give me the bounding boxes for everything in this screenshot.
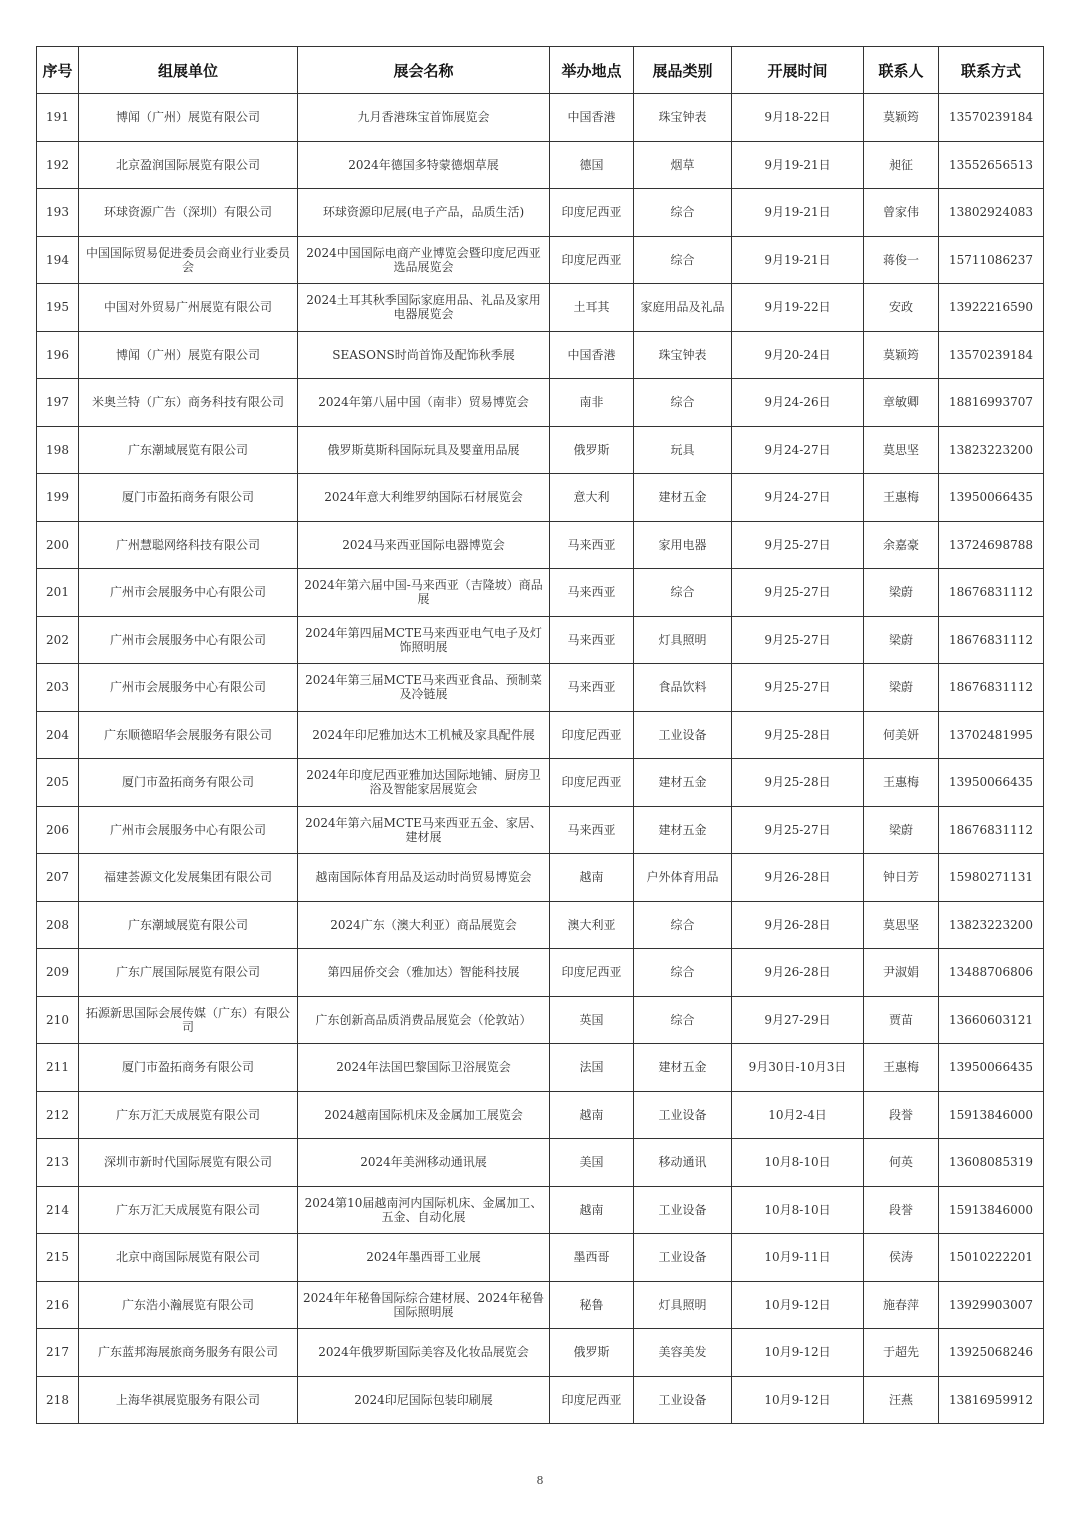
cell-exhibition-name: 2024马来西亚国际电器博览会 xyxy=(298,521,550,569)
cell-organizer: 北京盈润国际展览有限公司 xyxy=(79,141,298,189)
cell-organizer: 博闻（广州）展览有限公司 xyxy=(79,331,298,379)
cell-organizer: 米奥兰特（广东）商务科技有限公司 xyxy=(79,379,298,427)
cell-organizer: 中国国际贸易促进委员会商业行业委员会 xyxy=(79,236,298,284)
cell-date: 10月9-12日 xyxy=(732,1329,864,1377)
table-row xyxy=(37,759,1044,807)
cell-contact-person: 王惠梅 xyxy=(864,1044,939,1092)
cell-date: 9月24-26日 xyxy=(732,379,864,427)
cell-organizer: 广东广展国际展览有限公司 xyxy=(79,949,298,997)
cell-exhibition-name: 2024年俄罗斯国际美容及化妆品展览会 xyxy=(298,1329,550,1377)
cell-date: 9月25-27日 xyxy=(732,616,864,664)
table-row xyxy=(37,236,1044,284)
table-row xyxy=(37,1044,1044,1092)
cell-category: 灯具照明 xyxy=(634,1281,732,1329)
cell-date: 9月25-27日 xyxy=(732,569,864,617)
cell-contact-phone: 13802924083 xyxy=(939,189,1044,237)
cell-venue: 越南 xyxy=(550,1091,634,1139)
cell-category: 工业设备 xyxy=(634,1234,732,1282)
cell-contact-person: 莫颖筠 xyxy=(864,94,939,142)
cell-contact-person: 昶征 xyxy=(864,141,939,189)
cell-exhibition-name: 2024年第三届MCTE马来西亚食品、预制菜及冷链展 xyxy=(298,664,550,712)
cell-category: 工业设备 xyxy=(634,1091,732,1139)
cell-category: 移动通讯 xyxy=(634,1139,732,1187)
cell-organizer: 广州市会展服务中心有限公司 xyxy=(79,569,298,617)
cell-contact-person: 段誉 xyxy=(864,1186,939,1234)
cell-contact-phone: 13702481995 xyxy=(939,711,1044,759)
cell-exhibition-name: 2024年法国巴黎国际卫浴展览会 xyxy=(298,1044,550,1092)
cell-exhibition-name: 2024年第六届MCTE马来西亚五金、家居、建材展 xyxy=(298,806,550,854)
cell-venue: 意大利 xyxy=(550,474,634,522)
cell-serial-number: 191 xyxy=(37,94,79,142)
cell-serial-number: 193 xyxy=(37,189,79,237)
cell-category: 综合 xyxy=(634,379,732,427)
column-header-contact-phone: 联系方式 xyxy=(939,47,1044,94)
table-row xyxy=(37,379,1044,427)
cell-contact-phone: 13570239184 xyxy=(939,94,1044,142)
cell-organizer: 上海华祺展览服务有限公司 xyxy=(79,1376,298,1424)
table-row xyxy=(37,711,1044,759)
table-row xyxy=(37,1281,1044,1329)
cell-contact-phone: 13922216590 xyxy=(939,284,1044,332)
cell-date: 9月25-28日 xyxy=(732,711,864,759)
cell-venue: 澳大利亚 xyxy=(550,901,634,949)
cell-contact-phone: 13950066435 xyxy=(939,1044,1044,1092)
cell-date: 10月9-11日 xyxy=(732,1234,864,1282)
cell-contact-person: 段誉 xyxy=(864,1091,939,1139)
cell-contact-person: 于超先 xyxy=(864,1329,939,1377)
cell-organizer: 环球资源广告（深圳）有限公司 xyxy=(79,189,298,237)
cell-venue: 俄罗斯 xyxy=(550,426,634,474)
cell-contact-phone: 13823223200 xyxy=(939,901,1044,949)
cell-contact-person: 王惠梅 xyxy=(864,759,939,807)
cell-contact-phone: 13552656513 xyxy=(939,141,1044,189)
cell-date: 9月25-27日 xyxy=(732,806,864,854)
cell-exhibition-name: 2024年德国多特蒙德烟草展 xyxy=(298,141,550,189)
cell-contact-phone: 15980271131 xyxy=(939,854,1044,902)
column-header-organizer: 组展单位 xyxy=(79,47,298,94)
cell-category: 综合 xyxy=(634,901,732,949)
table-row xyxy=(37,521,1044,569)
cell-contact-person: 何美妍 xyxy=(864,711,939,759)
cell-serial-number: 206 xyxy=(37,806,79,854)
cell-category: 建材五金 xyxy=(634,806,732,854)
cell-contact-phone: 13929903007 xyxy=(939,1281,1044,1329)
cell-contact-person: 尹淑娟 xyxy=(864,949,939,997)
table-row xyxy=(37,474,1044,522)
cell-serial-number: 215 xyxy=(37,1234,79,1282)
cell-venue: 印度尼西亚 xyxy=(550,711,634,759)
cell-serial-number: 194 xyxy=(37,236,79,284)
cell-exhibition-name: 越南国际体育用品及运动时尚贸易博览会 xyxy=(298,854,550,902)
table-row xyxy=(37,1234,1044,1282)
cell-exhibition-name: 2024年美洲移动通讯展 xyxy=(298,1139,550,1187)
cell-contact-person: 施春萍 xyxy=(864,1281,939,1329)
cell-contact-phone: 13660603121 xyxy=(939,996,1044,1044)
cell-exhibition-name: 2024越南国际机床及金属加工展览会 xyxy=(298,1091,550,1139)
cell-contact-person: 安政 xyxy=(864,284,939,332)
cell-venue: 俄罗斯 xyxy=(550,1329,634,1377)
cell-serial-number: 211 xyxy=(37,1044,79,1092)
cell-contact-phone: 13823223200 xyxy=(939,426,1044,474)
cell-contact-person: 王惠梅 xyxy=(864,474,939,522)
cell-contact-person: 曾家伟 xyxy=(864,189,939,237)
cell-venue: 中国香港 xyxy=(550,331,634,379)
cell-venue: 印度尼西亚 xyxy=(550,236,634,284)
cell-exhibition-name: 2024土耳其秋季国际家庭用品、礼品及家用电器展览会 xyxy=(298,284,550,332)
exhibition-schedule-table xyxy=(36,46,1044,1424)
cell-organizer: 广东潮域展览有限公司 xyxy=(79,901,298,949)
cell-date: 9月26-28日 xyxy=(732,854,864,902)
cell-serial-number: 200 xyxy=(37,521,79,569)
cell-contact-phone: 18676831112 xyxy=(939,569,1044,617)
cell-exhibition-name: 2024印尼国际包装印刷展 xyxy=(298,1376,550,1424)
cell-exhibition-name: 2024第10届越南河内国际机床、金属加工、五金、自动化展 xyxy=(298,1186,550,1234)
cell-venue: 越南 xyxy=(550,854,634,902)
cell-contact-person: 侯涛 xyxy=(864,1234,939,1282)
cell-venue: 马来西亚 xyxy=(550,806,634,854)
table-row xyxy=(37,189,1044,237)
cell-venue: 法国 xyxy=(550,1044,634,1092)
cell-date: 9月19-21日 xyxy=(732,236,864,284)
cell-organizer: 厦门市盈拓商务有限公司 xyxy=(79,759,298,807)
cell-contact-phone: 13816959912 xyxy=(939,1376,1044,1424)
cell-contact-person: 何英 xyxy=(864,1139,939,1187)
cell-organizer: 广州慧聪网络科技有限公司 xyxy=(79,521,298,569)
cell-serial-number: 197 xyxy=(37,379,79,427)
cell-venue: 印度尼西亚 xyxy=(550,1376,634,1424)
table-row xyxy=(37,854,1044,902)
cell-contact-phone: 15010222201 xyxy=(939,1234,1044,1282)
table-row xyxy=(37,1091,1044,1139)
cell-contact-person: 梁蔚 xyxy=(864,806,939,854)
cell-serial-number: 218 xyxy=(37,1376,79,1424)
column-header-venue: 举办地点 xyxy=(550,47,634,94)
cell-organizer: 广州市会展服务中心有限公司 xyxy=(79,616,298,664)
cell-category: 玩具 xyxy=(634,426,732,474)
cell-contact-phone: 15913846000 xyxy=(939,1091,1044,1139)
cell-category: 综合 xyxy=(634,236,732,284)
cell-date: 10月9-12日 xyxy=(732,1281,864,1329)
cell-venue: 秘鲁 xyxy=(550,1281,634,1329)
cell-serial-number: 208 xyxy=(37,901,79,949)
cell-contact-person: 莫思坚 xyxy=(864,901,939,949)
cell-category: 综合 xyxy=(634,996,732,1044)
cell-organizer: 广东潮域展览有限公司 xyxy=(79,426,298,474)
cell-contact-phone: 13570239184 xyxy=(939,331,1044,379)
cell-organizer: 广东万汇天成展览有限公司 xyxy=(79,1186,298,1234)
cell-exhibition-name: 2024年年秘鲁国际综合建材展、2024年秘鲁国际照明展 xyxy=(298,1281,550,1329)
cell-contact-phone: 13950066435 xyxy=(939,474,1044,522)
cell-exhibition-name: 环球资源印尼展(电子产品，品质生活) xyxy=(298,189,550,237)
cell-contact-phone: 18816993707 xyxy=(939,379,1044,427)
cell-exhibition-name: 2024年第六届中国-马来西亚（吉隆坡）商品展 xyxy=(298,569,550,617)
cell-category: 工业设备 xyxy=(634,1186,732,1234)
cell-category: 美容美发 xyxy=(634,1329,732,1377)
cell-exhibition-name: 2024年墨西哥工业展 xyxy=(298,1234,550,1282)
cell-serial-number: 204 xyxy=(37,711,79,759)
table-row xyxy=(37,284,1044,332)
cell-contact-phone: 13950066435 xyxy=(939,759,1044,807)
table-row xyxy=(37,616,1044,664)
cell-venue: 德国 xyxy=(550,141,634,189)
cell-contact-person: 莫思坚 xyxy=(864,426,939,474)
cell-serial-number: 214 xyxy=(37,1186,79,1234)
cell-organizer: 厦门市盈拓商务有限公司 xyxy=(79,474,298,522)
cell-organizer: 广州市会展服务中心有限公司 xyxy=(79,806,298,854)
cell-serial-number: 203 xyxy=(37,664,79,712)
cell-date: 9月25-27日 xyxy=(732,521,864,569)
cell-date: 10月9-12日 xyxy=(732,1376,864,1424)
cell-venue: 中国香港 xyxy=(550,94,634,142)
cell-serial-number: 196 xyxy=(37,331,79,379)
cell-contact-person: 莫颖筠 xyxy=(864,331,939,379)
cell-organizer: 中国对外贸易广州展览有限公司 xyxy=(79,284,298,332)
cell-date: 9月27-29日 xyxy=(732,996,864,1044)
cell-serial-number: 199 xyxy=(37,474,79,522)
cell-venue: 印度尼西亚 xyxy=(550,759,634,807)
cell-venue: 印度尼西亚 xyxy=(550,189,634,237)
table-header xyxy=(37,47,1044,94)
cell-date: 10月2-4日 xyxy=(732,1091,864,1139)
cell-contact-phone: 13608085319 xyxy=(939,1139,1044,1187)
cell-exhibition-name: 第四届侨交会（雅加达）智能科技展 xyxy=(298,949,550,997)
cell-date: 9月19-21日 xyxy=(732,189,864,237)
cell-serial-number: 201 xyxy=(37,569,79,617)
cell-exhibition-name: SEASONS时尚首饰及配饰秋季展 xyxy=(298,331,550,379)
cell-category: 灯具照明 xyxy=(634,616,732,664)
cell-serial-number: 198 xyxy=(37,426,79,474)
column-header-serial-number: 序号 xyxy=(37,47,79,94)
cell-contact-phone: 18676831112 xyxy=(939,664,1044,712)
cell-organizer: 广州市会展服务中心有限公司 xyxy=(79,664,298,712)
cell-organizer: 广东顺德昭华会展服务有限公司 xyxy=(79,711,298,759)
table-row xyxy=(37,996,1044,1044)
table-row xyxy=(37,331,1044,379)
cell-category: 建材五金 xyxy=(634,474,732,522)
cell-serial-number: 192 xyxy=(37,141,79,189)
cell-serial-number: 202 xyxy=(37,616,79,664)
cell-organizer: 厦门市盈拓商务有限公司 xyxy=(79,1044,298,1092)
cell-organizer: 拓源新思国际会展传媒（广东）有限公司 xyxy=(79,996,298,1044)
cell-date: 9月25-28日 xyxy=(732,759,864,807)
cell-contact-person: 钟日芳 xyxy=(864,854,939,902)
cell-serial-number: 210 xyxy=(37,996,79,1044)
cell-serial-number: 212 xyxy=(37,1091,79,1139)
cell-organizer: 广东万汇天成展览有限公司 xyxy=(79,1091,298,1139)
cell-exhibition-name: 2024年第四届MCTE马来西亚电气电子及灯饰照明展 xyxy=(298,616,550,664)
table-row xyxy=(37,94,1044,142)
cell-exhibition-name: 2024广东（澳大利亚）商品展览会 xyxy=(298,901,550,949)
cell-date: 9月19-22日 xyxy=(732,284,864,332)
cell-date: 9月24-27日 xyxy=(732,426,864,474)
cell-serial-number: 195 xyxy=(37,284,79,332)
cell-organizer: 北京中商国际展览有限公司 xyxy=(79,1234,298,1282)
cell-category: 烟草 xyxy=(634,141,732,189)
cell-venue: 土耳其 xyxy=(550,284,634,332)
cell-exhibition-name: 俄罗斯莫斯科国际玩具及婴童用品展 xyxy=(298,426,550,474)
cell-contact-person: 梁蔚 xyxy=(864,664,939,712)
cell-exhibition-name: 九月香港珠宝首饰展览会 xyxy=(298,94,550,142)
cell-organizer: 深圳市新时代国际展览有限公司 xyxy=(79,1139,298,1187)
cell-category: 综合 xyxy=(634,569,732,617)
cell-venue: 印度尼西亚 xyxy=(550,949,634,997)
cell-contact-phone: 13488706806 xyxy=(939,949,1044,997)
cell-date: 9月26-28日 xyxy=(732,901,864,949)
cell-contact-person: 梁蔚 xyxy=(864,569,939,617)
table-row xyxy=(37,141,1044,189)
cell-serial-number: 213 xyxy=(37,1139,79,1187)
cell-category: 建材五金 xyxy=(634,1044,732,1092)
cell-serial-number: 209 xyxy=(37,949,79,997)
cell-exhibition-name: 2024年第八届中国（南非）贸易博览会 xyxy=(298,379,550,427)
cell-category: 户外体育用品 xyxy=(634,854,732,902)
table-row xyxy=(37,1139,1044,1187)
table-row xyxy=(37,426,1044,474)
cell-serial-number: 207 xyxy=(37,854,79,902)
cell-date: 9月19-21日 xyxy=(732,141,864,189)
cell-venue: 南非 xyxy=(550,379,634,427)
table-body xyxy=(37,94,1044,1424)
cell-exhibition-name: 2024年印尼雅加达木工机械及家具配件展 xyxy=(298,711,550,759)
cell-serial-number: 217 xyxy=(37,1329,79,1377)
cell-venue: 马来西亚 xyxy=(550,569,634,617)
cell-date: 10月8-10日 xyxy=(732,1139,864,1187)
table-row xyxy=(37,901,1044,949)
column-header-exhibition-name: 展会名称 xyxy=(298,47,550,94)
column-header-date: 开展时间 xyxy=(732,47,864,94)
table-row xyxy=(37,1376,1044,1424)
cell-contact-phone: 18676831112 xyxy=(939,616,1044,664)
cell-venue: 美国 xyxy=(550,1139,634,1187)
table-row xyxy=(37,949,1044,997)
cell-category: 工业设备 xyxy=(634,711,732,759)
cell-exhibition-name: 2024年意大利维罗纳国际石材展览会 xyxy=(298,474,550,522)
cell-date: 9月20-24日 xyxy=(732,331,864,379)
table-row xyxy=(37,569,1044,617)
cell-contact-person: 贾苗 xyxy=(864,996,939,1044)
cell-venue: 马来西亚 xyxy=(550,521,634,569)
cell-contact-person: 余嘉豪 xyxy=(864,521,939,569)
cell-exhibition-name: 2024中国国际电商产业博览会暨印度尼西亚选品展览会 xyxy=(298,236,550,284)
table-row xyxy=(37,664,1044,712)
cell-organizer: 博闻（广州）展览有限公司 xyxy=(79,94,298,142)
cell-exhibition-name: 2024年印度尼西亚雅加达国际地铺、厨房卫浴及智能家居展览会 xyxy=(298,759,550,807)
cell-date: 9月25-27日 xyxy=(732,664,864,712)
cell-organizer: 福建荟源文化发展集团有限公司 xyxy=(79,854,298,902)
cell-contact-person: 梁蔚 xyxy=(864,616,939,664)
cell-category: 综合 xyxy=(634,949,732,997)
cell-venue: 马来西亚 xyxy=(550,664,634,712)
cell-category: 家用电器 xyxy=(634,521,732,569)
page-number: 8 xyxy=(536,1474,544,1487)
cell-category: 家庭用品及礼品 xyxy=(634,284,732,332)
cell-serial-number: 205 xyxy=(37,759,79,807)
cell-category: 综合 xyxy=(634,189,732,237)
cell-category: 建材五金 xyxy=(634,759,732,807)
column-header-category: 展品类别 xyxy=(634,47,732,94)
cell-date: 10月8-10日 xyxy=(732,1186,864,1234)
cell-category: 珠宝钟表 xyxy=(634,94,732,142)
cell-serial-number: 216 xyxy=(37,1281,79,1329)
column-header-contact-person: 联系人 xyxy=(864,47,939,94)
cell-contact-phone: 15711086237 xyxy=(939,236,1044,284)
cell-organizer: 广东蓝邦海展旅商务服务有限公司 xyxy=(79,1329,298,1377)
cell-category: 食品饮料 xyxy=(634,664,732,712)
cell-contact-phone: 13724698788 xyxy=(939,521,1044,569)
cell-venue: 墨西哥 xyxy=(550,1234,634,1282)
cell-category: 工业设备 xyxy=(634,1376,732,1424)
table-row xyxy=(37,806,1044,854)
cell-date: 9月30日-10月3日 xyxy=(732,1044,864,1092)
cell-contact-person: 汪燕 xyxy=(864,1376,939,1424)
cell-contact-phone: 13925068246 xyxy=(939,1329,1044,1377)
cell-venue: 英国 xyxy=(550,996,634,1044)
cell-venue: 马来西亚 xyxy=(550,616,634,664)
cell-contact-phone: 18676831112 xyxy=(939,806,1044,854)
header-row xyxy=(37,47,1044,94)
cell-date: 9月24-27日 xyxy=(732,474,864,522)
cell-exhibition-name: 广东创新高品质消费品展览会（伦敦站） xyxy=(298,996,550,1044)
table-row xyxy=(37,1329,1044,1377)
cell-contact-person: 蒋俊一 xyxy=(864,236,939,284)
cell-date: 9月18-22日 xyxy=(732,94,864,142)
cell-contact-person: 章敏卿 xyxy=(864,379,939,427)
cell-category: 珠宝钟表 xyxy=(634,331,732,379)
cell-organizer: 广东浩小瀚展览有限公司 xyxy=(79,1281,298,1329)
table-row xyxy=(37,1186,1044,1234)
cell-date: 9月26-28日 xyxy=(732,949,864,997)
cell-venue: 越南 xyxy=(550,1186,634,1234)
cell-contact-phone: 15913846000 xyxy=(939,1186,1044,1234)
